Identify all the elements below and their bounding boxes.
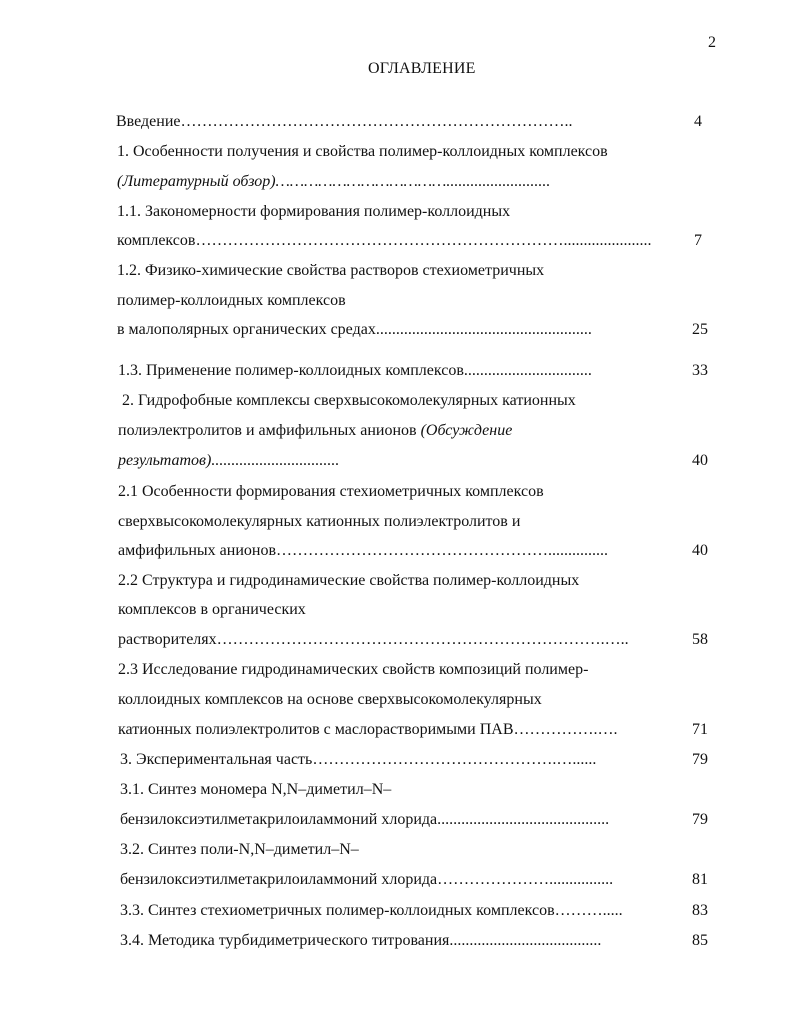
toc-entry-page: 83 [692, 902, 708, 919]
toc-entry-line: 2.1 Особенности формирования стехиометричных комплексов [118, 483, 544, 500]
toc-entry-line: 2.2 Структура и гидродинамические свойства полимер-коллоидных [118, 572, 580, 589]
toc-entry-line: бензилоксиэтилметакрилоиламмоний хлорида…………………................ [120, 871, 614, 888]
toc-entry-page: 58 [692, 631, 708, 648]
toc-entry-line: 3.3. Синтез стехиометричных полимер-коллоидных комплексов………..... [120, 902, 623, 919]
toc-entry-page: 7 [694, 232, 702, 249]
toc-entry-line: коллоидных комплексов на основе сверхвысокомолекулярных [118, 691, 542, 708]
toc-entry-line: 3. Экспериментальная часть……………………………………….…...... [120, 751, 597, 768]
toc-entry-line: катионных полиэлектролитов с маслорастворимыми ПАВ…………….…. [118, 721, 618, 738]
toc-entry-line: 1.1. Закономерности формирования полимер-коллоидных [117, 203, 511, 220]
toc-entry-page: 81 [692, 871, 708, 888]
toc-entry-line: 1.2. Физико-химические свойства растворов стехиометричных [117, 262, 545, 279]
toc-entry-line: Введение……………………………………………………………….. [116, 113, 573, 130]
toc-entry-line: в малополярных органических средах...................................................... [117, 321, 592, 338]
italic-fragment: (Обсуждение [420, 422, 513, 439]
toc-entry-line: результатов)................................ [118, 452, 340, 469]
toc-entry-line: 3.1. Синтез мономера N,N–диметил–N– [120, 781, 392, 798]
toc-entry-page: 40 [692, 452, 708, 469]
toc-entry-line: комплексов……………………………………………………………...................... [117, 232, 652, 249]
page-number: 2 [708, 34, 716, 51]
toc-entry-line: амфифильных анионов……………………………………………............... [118, 542, 609, 559]
toc-entry-page: 79 [692, 751, 708, 768]
toc-entry-line: 3.2. Синтез поли-N,N–диметил–N– [120, 841, 359, 858]
toc-entry-line: полимер-коллоидных комплексов [117, 292, 346, 309]
toc-entry-line: 1. Особенности получения и свойства полимер-коллоидных комплексов [117, 143, 608, 160]
toc-entry-line: 1.3. Применение полимер-коллоидных комплексов................................ [118, 362, 592, 379]
toc-entry-page: 85 [692, 932, 708, 949]
toc-entry-line: 2. Гидрофобные комплексы сверхвысокомолекулярных катионных [122, 392, 576, 409]
toc-entry-page: 79 [692, 811, 708, 828]
toc-entry-page: 40 [692, 542, 708, 559]
toc-entry-line: 3.4. Методика турбидиметрического титрования...................................... [120, 932, 602, 949]
toc-entry-line: сверхвысокомолекулярных катионных полиэлектролитов и [118, 513, 521, 530]
page-title: ОГЛАВЛЕНИЕ [368, 60, 476, 77]
toc-entry-line: комплексов в органических [118, 601, 306, 618]
toc-entry-page: 25 [692, 321, 708, 338]
toc-entry-line: бензилоксиэтилметакрилоиламмоний хлорида........................................... [120, 811, 610, 828]
toc-entry-line: 2.3 Исследование гидродинамических свойств композиций полимер- [118, 661, 589, 678]
toc-entry-page: 71 [692, 721, 708, 738]
toc-entry-page: 33 [692, 362, 708, 379]
toc-entry-line: (Литературный обзор)……………………………….......................... [117, 173, 551, 190]
toc-entry-line: полиэлектролитов и амфифильных анионов (Обсуждение [118, 422, 513, 439]
toc-entry-page: 4 [694, 113, 702, 130]
toc-entry-line: растворителях……………………………………………………………….….. [118, 631, 629, 648]
